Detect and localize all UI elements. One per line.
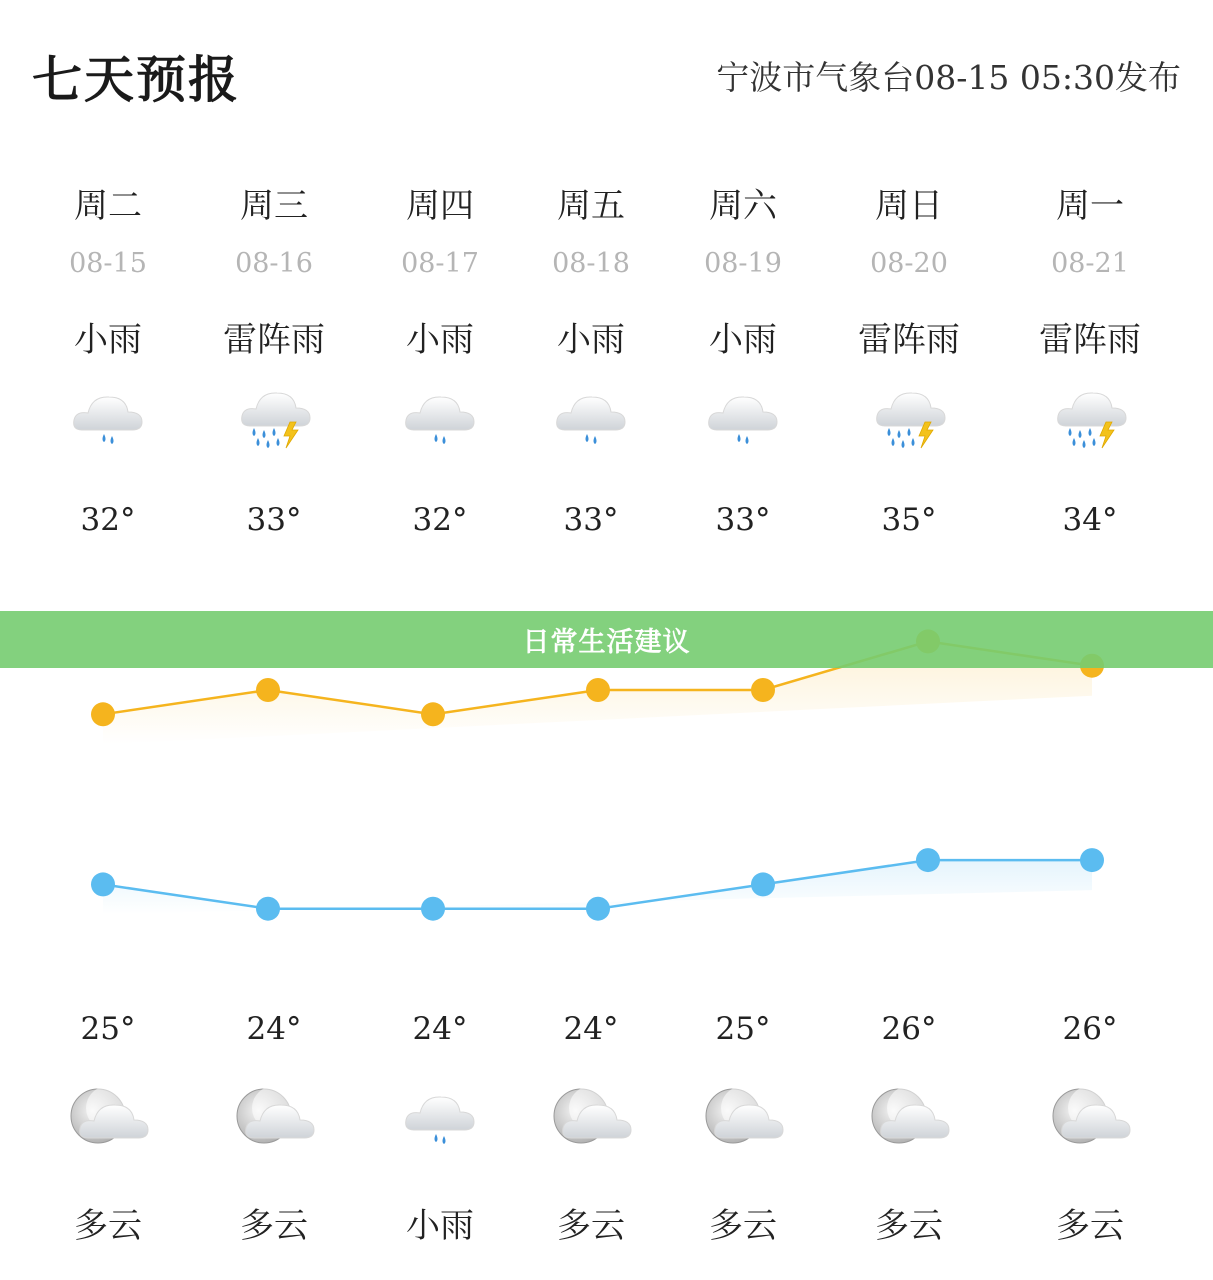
thunderstorm-icon: [1048, 380, 1132, 452]
day-weather-label: 雷阵雨: [858, 320, 960, 360]
day-weather-label: 小雨: [709, 320, 777, 360]
low-temp-point-1: [256, 897, 280, 921]
night-weather-label: 多云: [1056, 1206, 1124, 1246]
night-weather-label: 多云: [875, 1206, 943, 1246]
light-rain-icon: [66, 380, 150, 452]
low-temp-label: 25°: [80, 1011, 136, 1047]
low-temp-point-6: [1080, 848, 1104, 872]
weekday-label: 周六: [709, 186, 777, 226]
date-label: 08-19: [704, 248, 782, 279]
night-weather-label: 小雨: [406, 1206, 474, 1246]
weekday-label: 周五: [557, 186, 625, 226]
date-label: 08-17: [401, 248, 479, 279]
date-label: 08-15: [69, 248, 147, 279]
high-temp-label: 33°: [246, 502, 302, 538]
weekday-label: 周一: [1056, 186, 1124, 226]
day-weather-label: 小雨: [74, 320, 142, 360]
day-weather-label: 雷阵雨: [1039, 320, 1141, 360]
light-rain-icon: [398, 1080, 482, 1152]
light-rain-icon: [701, 380, 785, 452]
low-temp-label: 26°: [1062, 1011, 1118, 1047]
cloudy-night-icon: [867, 1080, 951, 1152]
high-temp-point-4: [751, 678, 775, 702]
low-temp-label: 26°: [881, 1011, 937, 1047]
low-temp-point-5: [916, 848, 940, 872]
banner-label: 日常生活建议: [522, 627, 691, 658]
night-weather-label: 多云: [240, 1206, 308, 1246]
high-temp-label: 35°: [881, 502, 937, 538]
low-temp-label: 24°: [246, 1011, 302, 1047]
date-label: 08-20: [870, 248, 948, 279]
page-title: 七天预报: [32, 51, 240, 109]
weekday-label: 周三: [240, 186, 308, 226]
light-rain-icon: [398, 380, 482, 452]
cloudy-night-icon: [549, 1080, 633, 1152]
day-weather-label: 雷阵雨: [223, 320, 325, 360]
day-weather-label: 小雨: [557, 320, 625, 360]
high-temp-point-3: [586, 678, 610, 702]
high-temp-point-2: [421, 702, 445, 726]
cloudy-night-icon: [1048, 1080, 1132, 1152]
date-label: 08-18: [552, 248, 630, 279]
high-temp-label: 32°: [412, 502, 468, 538]
low-temp-point-2: [421, 897, 445, 921]
thunderstorm-icon: [232, 380, 316, 452]
low-temp-label: 25°: [715, 1011, 771, 1047]
cloudy-night-icon: [701, 1080, 785, 1152]
day-weather-label: 小雨: [406, 320, 474, 360]
high-temp-point-0: [91, 702, 115, 726]
high-temp-label: 33°: [715, 502, 771, 538]
cloudy-night-icon: [66, 1080, 150, 1152]
date-label: 08-21: [1051, 248, 1129, 279]
high-temp-label: 33°: [563, 502, 619, 538]
daily-life-advice-banner[interactable]: [0, 611, 1213, 668]
low-temp-point-4: [751, 872, 775, 896]
light-rain-icon: [549, 380, 633, 452]
cloudy-night-icon: [232, 1080, 316, 1152]
low-temp-point-3: [586, 897, 610, 921]
weekday-label: 周四: [406, 186, 474, 226]
date-label: 08-16: [235, 248, 313, 279]
thunderstorm-icon: [867, 380, 951, 452]
night-weather-label: 多云: [74, 1206, 142, 1246]
high-temp-point-1: [256, 678, 280, 702]
publish-info: 宁波市气象台08-15 05:30发布: [716, 58, 1181, 97]
weekday-label: 周日: [875, 186, 943, 226]
low-temp-label: 24°: [412, 1011, 468, 1047]
night-weather-label: 多云: [557, 1206, 625, 1246]
high-temp-label: 34°: [1062, 502, 1118, 538]
low-temp-label: 24°: [563, 1011, 619, 1047]
low-temp-point-0: [91, 872, 115, 896]
night-weather-label: 多云: [709, 1206, 777, 1246]
weekday-label: 周二: [74, 186, 142, 226]
high-temp-label: 32°: [80, 502, 136, 538]
